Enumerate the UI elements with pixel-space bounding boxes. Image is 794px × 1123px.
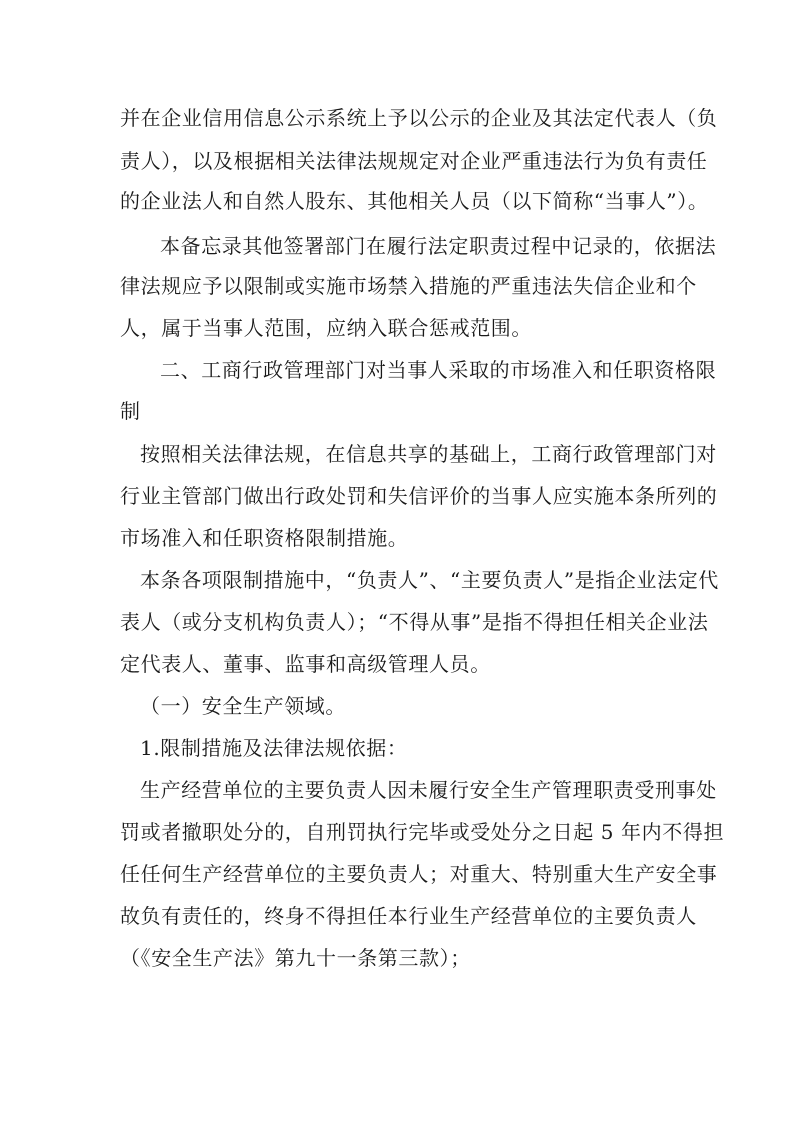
- text-line-16: 故负有责任的，终身不得担任本行业生产经营单位的主要负责人: [120, 904, 697, 928]
- text-line-11: 表人（或分支机构负责人）；“不得从事”是指不得担任相关企业法: [120, 610, 709, 634]
- text-line-13: 生产经营单位的主要负责人因未履行安全生产管理职责受刑事处: [140, 778, 717, 802]
- text-line-4: 本备忘录其他签署部门在履行法定职责过程中记录的，依据法: [160, 234, 717, 258]
- text-line-1: 并在企业信用信息公示系统上予以公示的企业及其法定代表人（负: [120, 106, 718, 130]
- text-line-3: 的企业法人和自然人股东、其他相关人员（以下简称“当事人”）。: [120, 189, 709, 213]
- section-heading-line-2: 制: [120, 399, 141, 423]
- text-line-9: 市场准入和任职资格限制措施。: [120, 526, 409, 550]
- list-item-heading: 1.限制措施及法律法规依据：: [140, 736, 408, 760]
- subsection-heading: （一）安全生产领域。: [140, 694, 346, 718]
- text-line-10: 本条各项限制措施中，“负责人”、“主要负责人”是指企业法定代: [140, 568, 719, 592]
- text-line-15: 任任何生产经营单位的主要负责人；对重大、特别重大生产安全事: [120, 862, 718, 886]
- text-line-2: 责人），以及根据相关法律法规规定对企业严重违法行为负有责任: [120, 149, 708, 173]
- text-line-12: 定代表人、董事、监事和高级管理人员。: [120, 652, 491, 676]
- text-line-6: 人，属于当事人范围，应纳入联合惩戒范围。: [120, 316, 532, 340]
- text-line-7: 按照相关法律法规，在信息共享的基础上，工商行政管理部门对: [140, 442, 717, 466]
- text-line-5: 律法规应予以限制或实施市场禁入措施的严重违法失信企业和个: [120, 274, 697, 298]
- section-heading-line-1: 二、工商行政管理部门对当事人采取的市场准入和任职资格限: [160, 358, 717, 382]
- text-line-17: （《安全生产法》第九十一条第三款）；: [120, 946, 471, 970]
- text-line-14: 罚或者撤职处分的，自刑罚执行完毕或受处分之日起 5 年内不得担: [120, 820, 725, 844]
- text-line-8: 行业主管部门做出行政处罚和失信评价的当事人应实施本条所列的: [120, 484, 718, 508]
